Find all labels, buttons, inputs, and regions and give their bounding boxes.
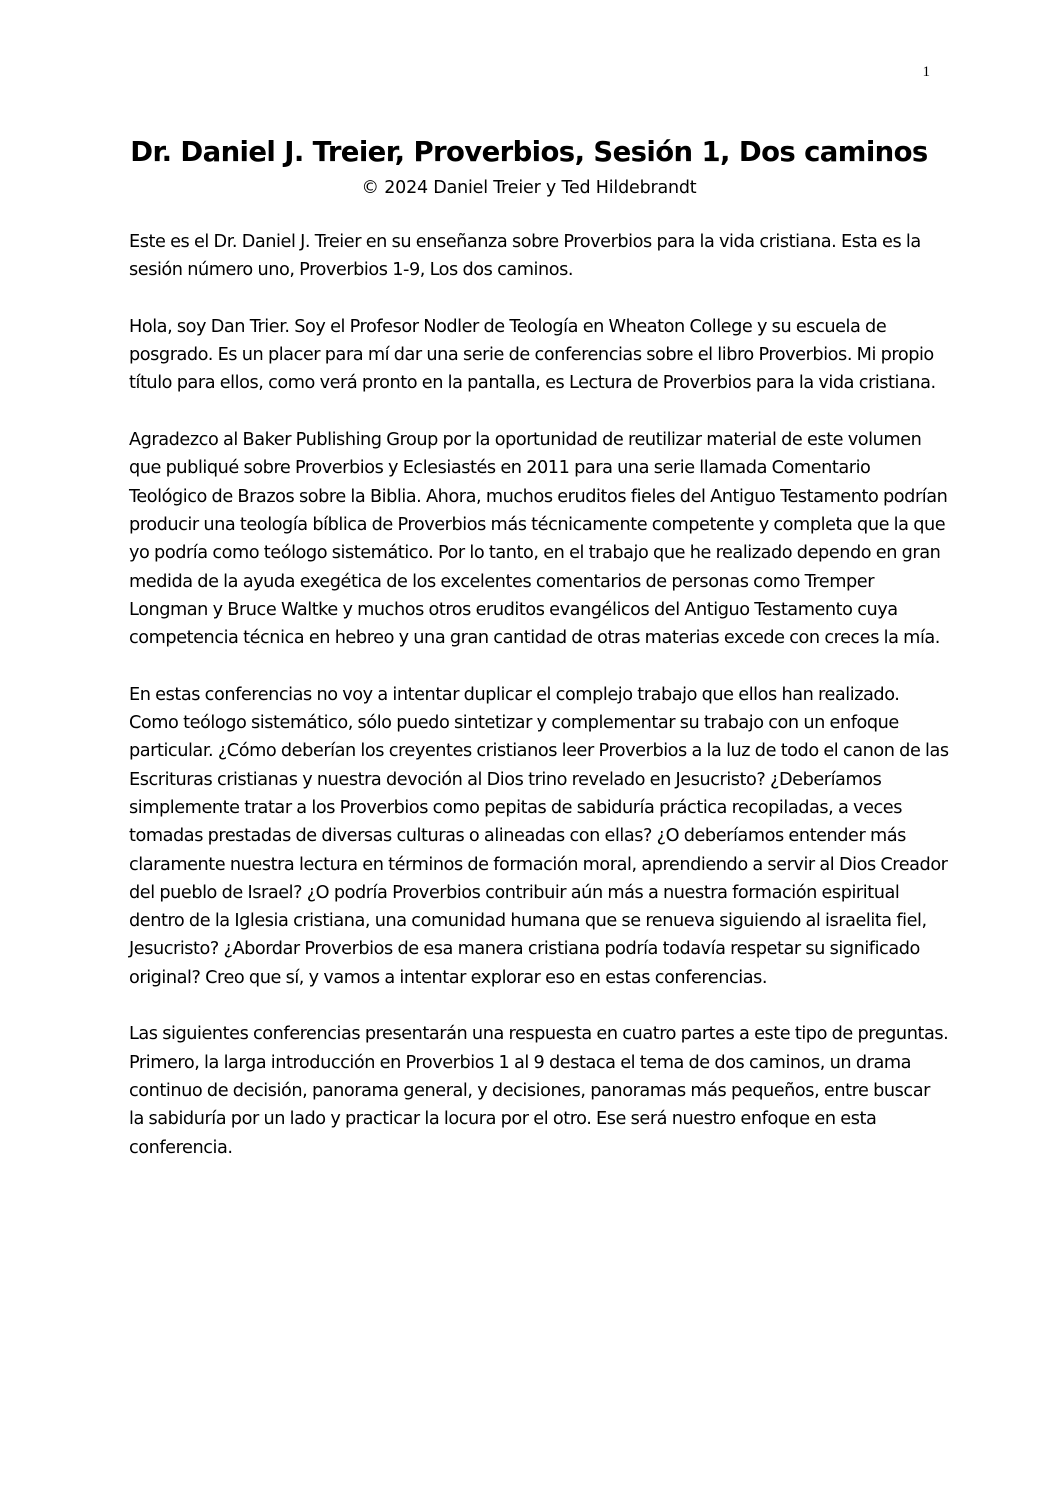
page-number: 1: [922, 64, 930, 80]
paragraph-intro: Este es el Dr. Daniel J. Treier en su enseñanza sobre Proverbios para la vida cristiana. Esta es la sesión número uno, Proverbios 1-9, Los dos caminos.: [129, 232, 921, 281]
document-title: Dr. Daniel J. Treier, Proverbios, Sesión 1, Dos caminos: [130, 136, 928, 168]
paragraph-acknowledgment: Agradezco al Baker Publishing Group por la oportunidad de reutilizar material de este volumen que publiqué sobre Proverbios y Eclesiastés en 2011 para una serie llamada Comentario Teológico de Brazos sobre la Biblia. Ahora, muchos eruditos fieles del Antiguo Testamento podrían producir una teología bíblica de Proverbios más técnicamente competente y completa que la que yo podría como teólogo sistemático. Por lo tanto, en el trabajo que he realizado dependo en gran medida de la ayuda exegética de los excelentes comentarios de personas como Tremper Longman y Bruce Waltke y muchos otros eruditos evangélicos del Antiguo Testamento cuya competencia técnica en hebreo y una gran cantidad de otras materias excede con creces la mía.: [129, 430, 948, 649]
paragraph-greeting: Hola, soy Dan Trier. Soy el Profesor Nodler de Teología en Wheaton College y su escuela de posgrado. Es un placer para mí dar una serie de conferencias sobre el libro Proverbios. Mi propio título para ellos, como verá pronto en la pantalla, es Lectura de Proverbios para la vida cristiana.: [129, 316, 936, 394]
paragraph-questions: En estas conferencias no voy a intentar duplicar el complejo trabajo que ellos han realizado. Como teólogo sistemático, sólo puedo sintetizar y complementar su trabajo con un enfoque particular. ¿Cómo deberían los creyentes cristianos leer Proverbios a la luz de todo el canon de las Escrituras cristianas y nuestra devoción al Dios trino revelado en Jesucristo? ¿Deberíamos simplemente tratar a los Proverbios como pepitas de sabiduría práctica recopiladas, a veces tomadas prestadas de diversas culturas o alineadas con ellas? ¿O deberíamos entender más claramente nuestra lectura en términos de formación moral, aprendiendo a servir al Dios Creador del pueblo de Israel? ¿O podría Proverbios contribuir aún más a nuestra formación espiritual dentro de la Iglesia cristiana, una comunidad humana que se renueva siguiendo al israelita fiel, Jesucristo? ¿Abordar Proverbios de esa manera cristiana podría todavía respetar su significado original? Creo que sí, y vamos a intentar explorar eso en estas conferencias.: [129, 684, 949, 988]
document-body: [129, 228, 949, 1190]
copyright-line: © 2024 Daniel Treier y Ted Hildebrandt: [361, 178, 697, 198]
paragraph-outline: Las siguientes conferencias presentarán una respuesta en cuatro partes a este tipo de preguntas. Primero, la larga introducción en Proverbios 1 al 9 destaca el tema de dos caminos, un drama continuo de decisión, panorama general, y decisiones, panoramas más pequeños, entre buscar la sabiduría por un lado y practicar la locura por el otro. Ese será nuestro enfoque en esta conferencia.: [129, 1024, 949, 1158]
